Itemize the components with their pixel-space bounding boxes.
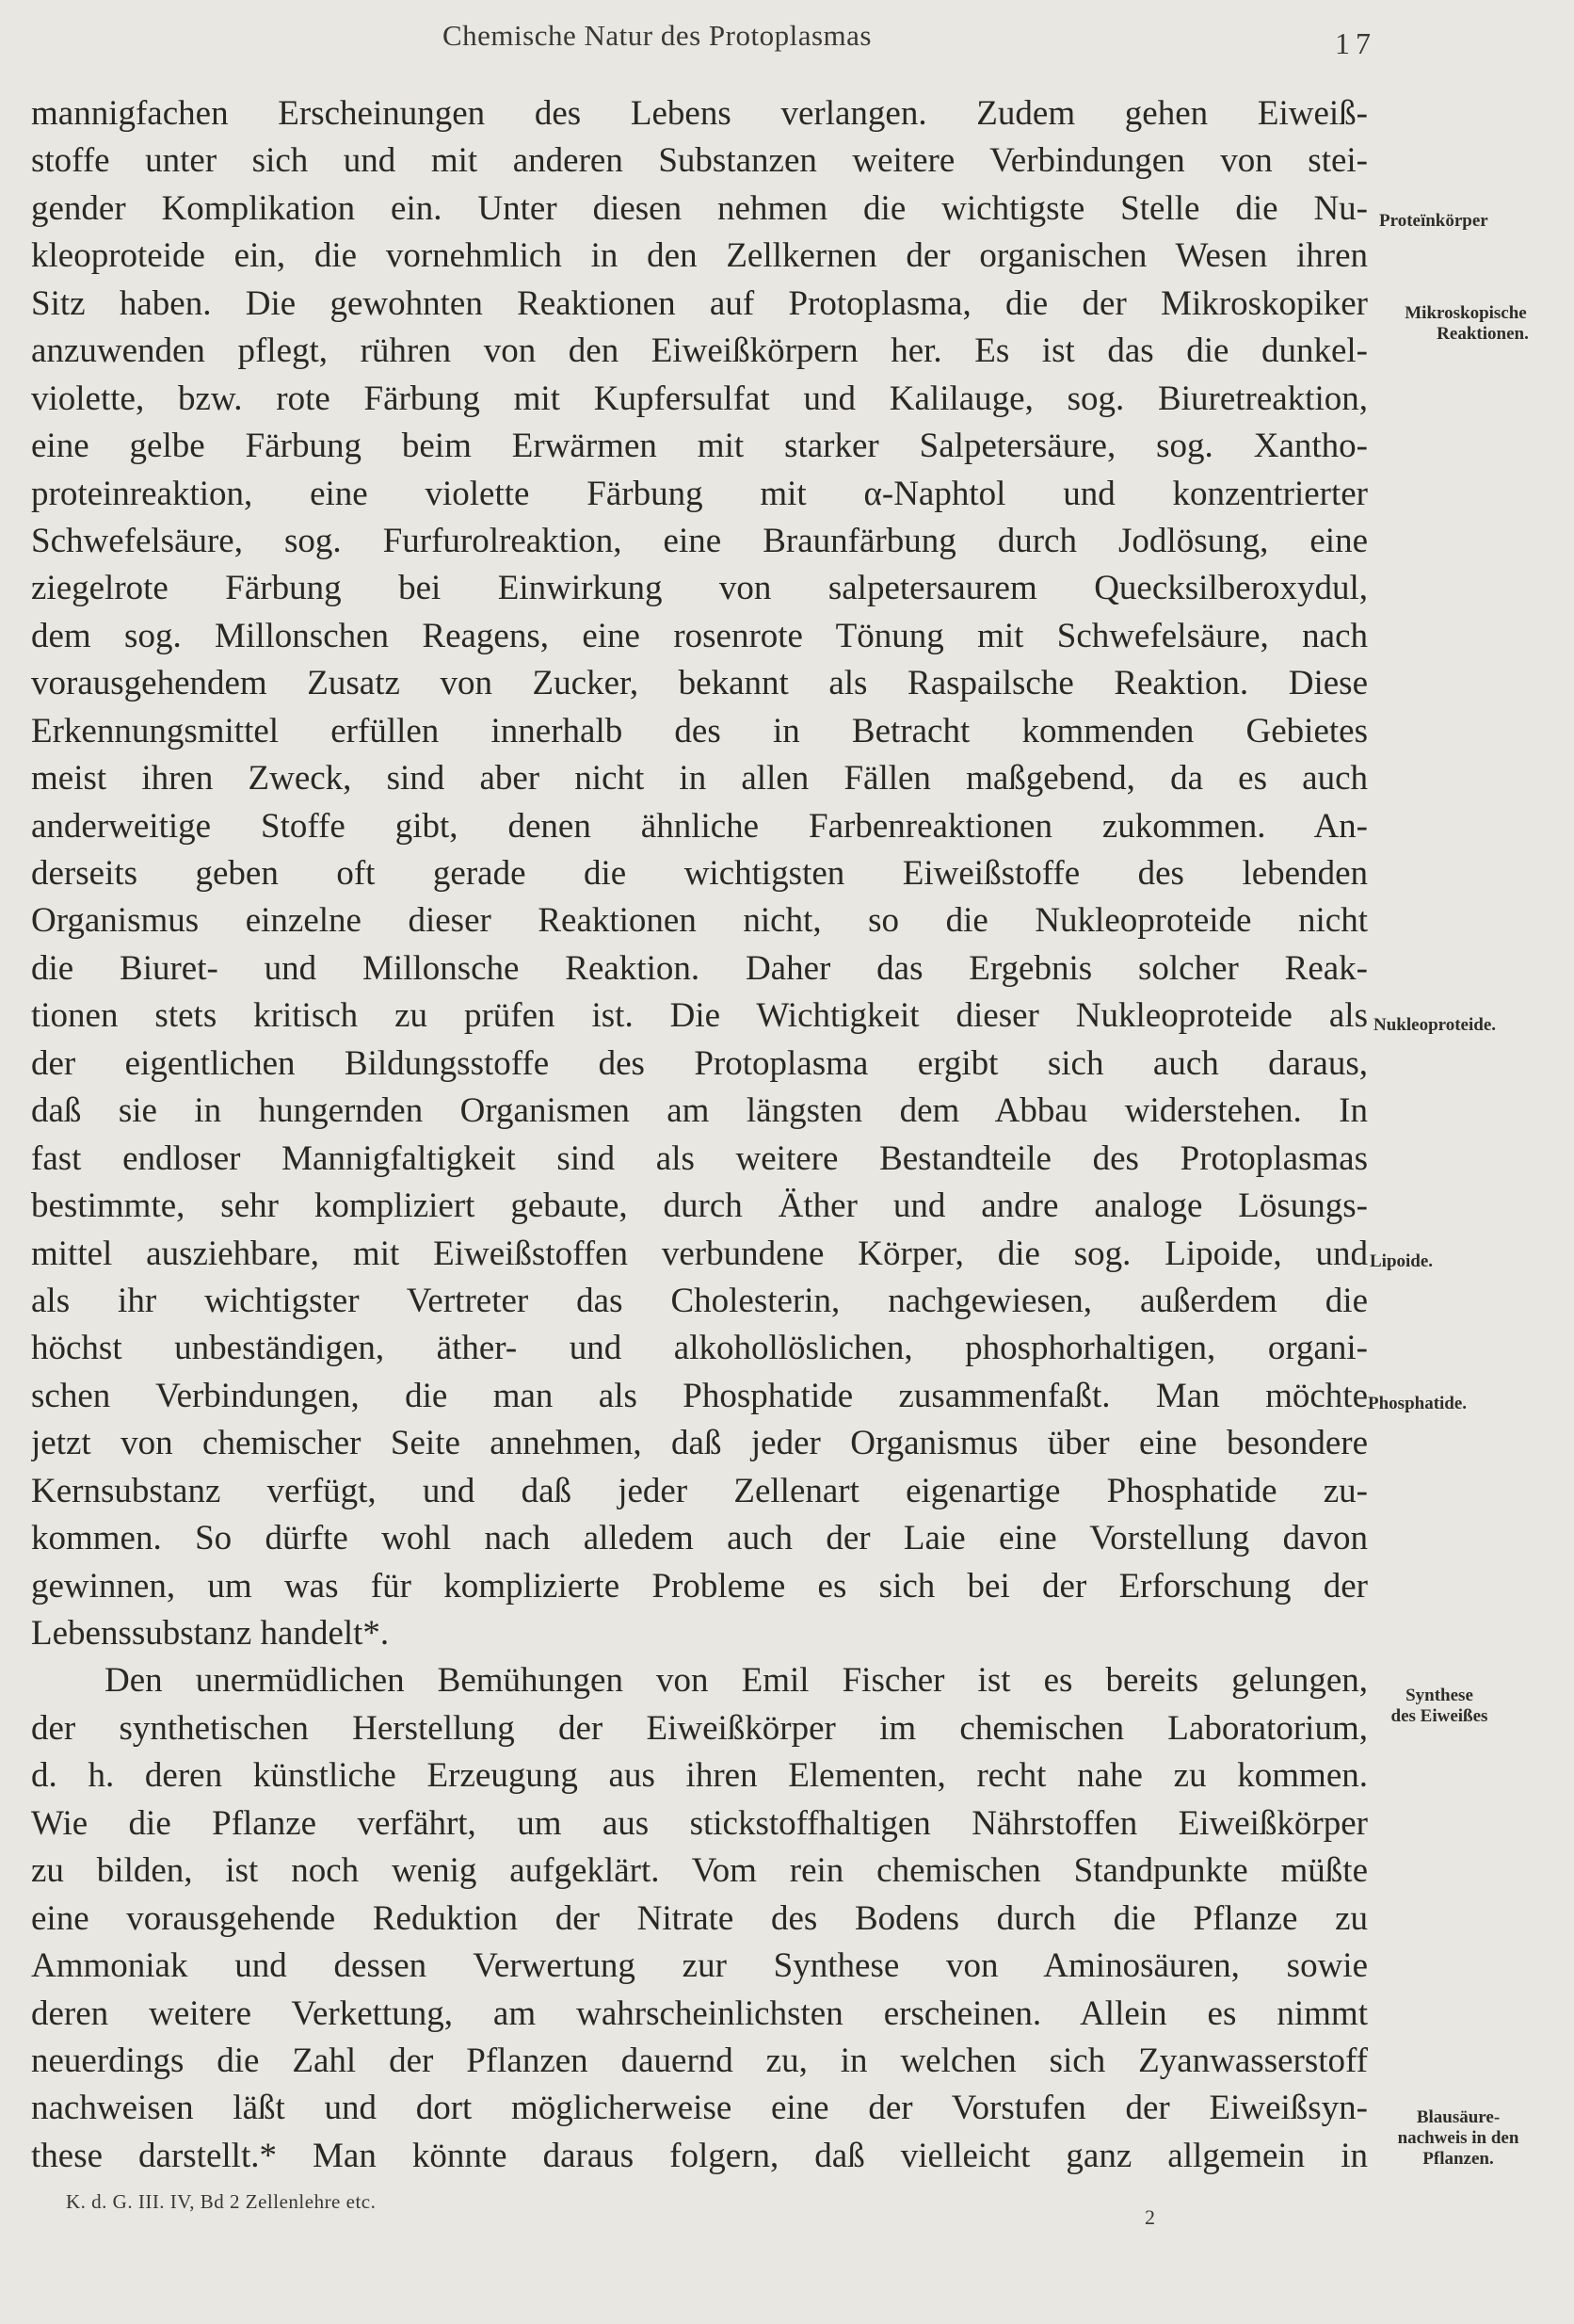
text-line: vorausgehendem Zusatz von Zucker, bekannt als Raspailsche Reaktion. Diese: [31, 664, 1368, 703]
text-line: gender Komplikation ein. Unter diesen nehmen die wichtigste Stelle die Nu-: [31, 188, 1368, 228]
text-line: Kernsubstanz verfügt, und daß jeder Zellenart eigenartige Phosphatide zu-: [31, 1471, 1368, 1510]
footer-signature: K. d. G. III. IV, Bd 2 Zellenlehre etc.: [66, 2190, 377, 2213]
margin-note-line: Nukleoproteide.: [1373, 1015, 1497, 1035]
text-line: dem sog. Millonschen Reagens, eine rosenrote Tönung mit Schwefelsäure, nach: [31, 616, 1368, 655]
text-line: d. h. deren künstliche Erzeugung aus ihren Elementen, recht nahe zu kommen.: [31, 1756, 1368, 1796]
margin-note-line: nachweis in den: [1397, 2128, 1519, 2148]
text-line: daß sie in hungernden Organismen am längsten dem Abbau widerstehen. In: [31, 1091, 1368, 1131]
margin-note-line: Proteïnkörper: [1379, 211, 1488, 231]
text-line: these darstellt.* Man könnte daraus folgern, daß vielleicht ganz allgemein in: [31, 2136, 1368, 2175]
text-line: Organismus einzelne dieser Reaktionen nicht, so die Nukleoproteide nicht: [31, 901, 1368, 941]
text-line: schen Verbindungen, die man als Phosphatide zusammenfaßt. Man möchte: [31, 1376, 1368, 1415]
margin-note-lipoide: [1370, 1251, 1433, 1272]
text-line: mannigfachen Erscheinungen des Lebens verlangen. Zudem gehen Eiweiß-: [31, 94, 1368, 133]
text-line: als ihr wichtigster Vertreter das Cholesterin, nachgewiesen, außerdem die: [31, 1281, 1368, 1320]
text-line: zu bilden, ist noch wenig aufgeklärt. Vom rein chemischen Standpunkte müßte: [31, 1851, 1368, 1891]
margin-note-synthese-des-eiweisses: [1368, 1686, 1511, 1727]
text-line: Sitz haben. Die gewohnten Reaktionen auf Protoplasma, die der Mikroskopiker: [31, 283, 1368, 323]
text-line: tionen stets kritisch zu prüfen ist. Die Wichtigkeit dieser Nukleoproteide als: [31, 996, 1368, 1036]
text-line: der eigentlichen Bildungsstoffe des Protoplasma ergibt sich auch daraus,: [31, 1043, 1368, 1083]
margin-note-phosphatide: [1368, 1394, 1467, 1414]
body-text: [31, 90, 1368, 2228]
margin-note-line: Lipoide.: [1370, 1251, 1434, 1271]
margin-note-proteinkorper: [1379, 211, 1488, 232]
text-line: meist ihren Zweck, sind aber nicht in allen Fällen maßgebend, da es auch: [31, 759, 1368, 799]
text-line: der synthetischen Herstellung der Eiweißkörper im chemischen Laboratorium,: [31, 1708, 1368, 1748]
running-title: Chemische Natur des Protoplasmas: [442, 19, 872, 52]
margin-note-line: Reaktionen.: [1437, 324, 1529, 344]
text-line: höchst unbeständigen, äther- und alkohollöslichen, phosphorhaltigen, organi-: [31, 1329, 1368, 1368]
text-line: Erkennungsmittel erfüllen innerhalb des in Betracht kommenden Gebietes: [31, 711, 1368, 750]
margin-note-line: Blausäure-: [1416, 2107, 1501, 2127]
margin-note-line: Phosphatide.: [1368, 1394, 1468, 1413]
text-line: eine gelbe Färbung beim Erwärmen mit starker Salpetersäure, sog. Xantho-: [31, 427, 1368, 466]
text-line: jetzt von chemischer Seite annehmen, daß jeder Organismus über eine besondere: [31, 1424, 1368, 1463]
signature-number: 2: [1145, 2205, 1155, 2229]
text-line: kleoproteide ein, die vornehmlich in den Zellkernen der organischen Wesen ihren: [31, 236, 1368, 276]
text-line: deren weitere Verkettung, am wahrscheinlichsten erscheinen. Allein es nimmt: [31, 1993, 1368, 2033]
text-line: bestimmte, sehr kompliziert gebaute, durch Äther und andre analoge Lösungs-: [31, 1186, 1368, 1226]
text-line: proteinreaktion, eine violette Färbung mit α-Naphtol und konzentrierter: [31, 474, 1368, 513]
margin-note-nukleoproteide: [1373, 1015, 1496, 1036]
margin-note-blausaure-nachweis: [1364, 2107, 1552, 2170]
text-line: anderweitige Stoffe gibt, denen ähnliche Farbenreaktionen zukommen. An-: [31, 806, 1368, 846]
text-line: eine vorausgehende Reduktion der Nitrate des Bodens durch die Pflanze zu: [31, 1898, 1368, 1938]
text-line: stoffe unter sich und mit anderen Substanzen weitere Verbindungen von stei-: [31, 141, 1368, 181]
margin-note-mikroskopische-reaktionen: [1377, 303, 1554, 345]
text-line-paragraph-start: Den unermüdlichen Bemühungen von Emil Fischer ist es bereits gelungen,: [104, 1661, 1368, 1701]
text-line: ziegelrote Färbung bei Einwirkung von salpetersaurem Quecksilberoxydul,: [31, 569, 1368, 608]
text-line: kommen. So dürfte wohl nach alledem auch der Laie eine Vorstellung davon: [31, 1519, 1368, 1558]
text-line: derseits geben oft gerade die wichtigsten Eiweißstoffe des lebenden: [31, 854, 1368, 893]
text-line: Ammoniak und dessen Verwertung zur Synthese von Aminosäuren, sowie: [31, 1946, 1368, 1986]
text-line: Schwefelsäure, sog. Furfurolreaktion, eine Braunfärbung durch Jodlösung, eine: [31, 521, 1368, 560]
text-line: mittel ausziehbare, mit Eiweißstoffen verbundene Körper, die sog. Lipoide, und: [31, 1234, 1368, 1273]
text-line-paragraph-end: Lebenssubstanz handelt*.: [31, 1614, 390, 1653]
text-line: neuerdings die Zahl der Pflanzen dauernd zu, in welchen sich Zyanwasserstoff: [31, 2041, 1368, 2080]
margin-note-line: Mikroskopische: [1405, 303, 1527, 323]
text-line: gewinnen, um was für komplizierte Probleme es sich bei der Erforschung der: [31, 1566, 1368, 1606]
text-line: nachweisen läßt und dort möglicherweise eine der Vorstufen der Eiweißsyn-: [31, 2089, 1368, 2128]
margin-note-line: Synthese: [1405, 1686, 1473, 1705]
text-line: violette, bzw. rote Färbung mit Kupfersulfat und Kalilauge, sog. Biuretreaktion,: [31, 379, 1368, 418]
page-number: 17: [1335, 26, 1376, 60]
margin-note-line: Pflanzen.: [1422, 2149, 1494, 2169]
text-line: Wie die Pflanze verfährt, um aus stickstoffhaltigen Nährstoffen Eiweißkörper: [31, 1803, 1368, 1843]
text-line: anzuwenden pflegt, rühren von den Eiweißkörpern her. Es ist das die dunkel-: [31, 331, 1368, 371]
text-line: die Biuret- und Millonsche Reaktion. Daher das Ergebnis solcher Reak-: [31, 948, 1368, 988]
text-line: fast endloser Mannigfaltigkeit sind als weitere Bestandteile des Protoplasmas: [31, 1138, 1368, 1178]
margin-note-line: des Eiweißes: [1390, 1706, 1488, 1726]
